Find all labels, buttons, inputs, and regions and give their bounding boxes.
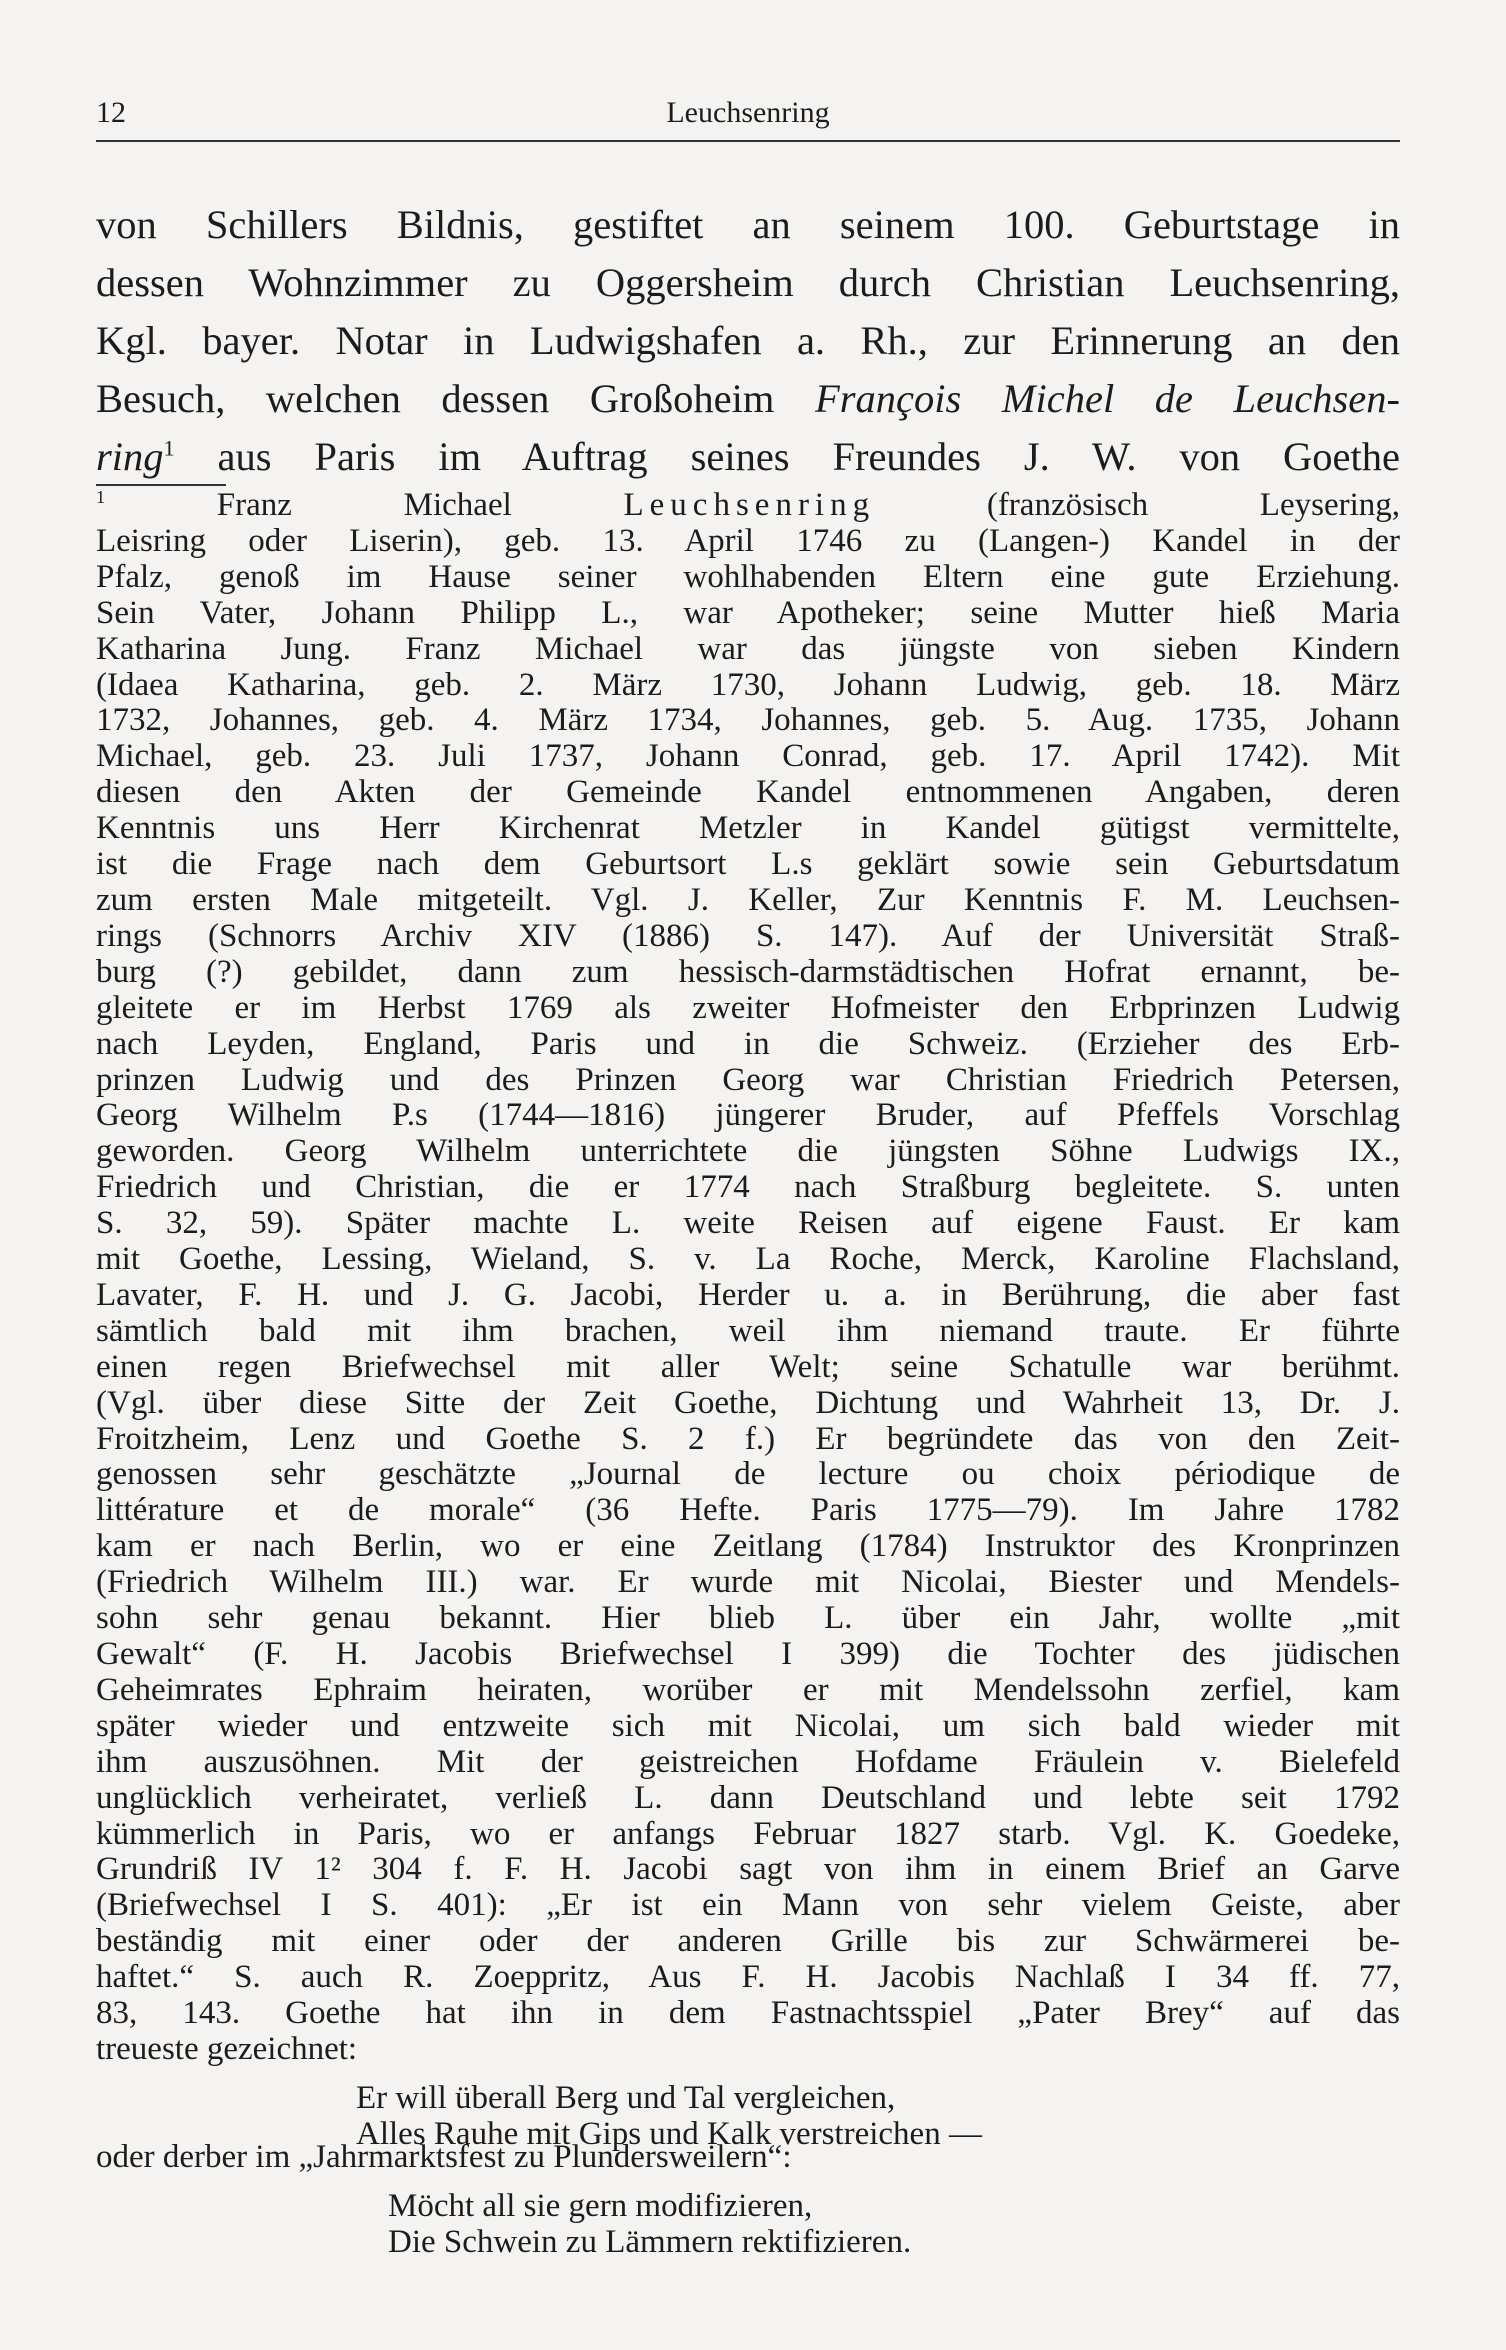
spaced-name: Leuchsenring [623, 487, 876, 523]
footnote-line: (Friedrich Wilhelm III.) war. Er wurde mit Nicolai, Biester und Mendels- [96, 1564, 1400, 1601]
footnote-line: (Vgl. über diese Sitte der Zeit Goethe, Dichtung und Wahrheit 13, Dr. J. [96, 1384, 1400, 1421]
footnote-line: littérature et de morale“ (36 Hefte. Paris 1775—79). Im Jahre 1782 [96, 1492, 1400, 1529]
text-line: von Schillers Bildnis, gestiftet an seinem 100. Geburtstage in [96, 202, 1400, 247]
footnote-line: geworden. Georg Wilhelm unterrichtete die jüngsten Söhne Ludwigs IX., [96, 1133, 1400, 1170]
verse-line: Die Schwein zu Lämmern rektifizieren. [388, 2223, 912, 2260]
footnote-line: 83, 143. Goethe hat ihn in dem Fastnachtsspiel „Pater Brey“ auf das [96, 1995, 1400, 2032]
footnote-line: Kenntnis uns Herr Kirchenrat Metzler in Kandel gütigst vermittelte, [96, 810, 1400, 847]
footnote-line: einen regen Briefwechsel mit aller Welt; seine Schatulle war berühmt. [96, 1348, 1400, 1385]
footnote-line: 1732, Johannes, geb. 4. März 1734, Johannes, geb. 5. Aug. 1735, Johann [96, 702, 1400, 739]
footnote-line: diesen den Akten der Gemeinde Kandel entnommenen Angaben, deren [96, 774, 1400, 811]
footnote-line: gleitete er im Herbst 1769 als zweiter Hofmeister den Erbprinzen Ludwig [96, 989, 1400, 1026]
footnote-line: Michael, geb. 23. Juli 1737, Johann Conrad, geb. 17. April 1742). Mit [96, 738, 1400, 775]
italic-name: François Michel de Leuchsen- [814, 376, 1401, 421]
footnote-line: Geheimrates Ephraim heiraten, worüber er mit Mendelssohn zerfiel, kam [96, 1671, 1400, 1708]
footnote [96, 488, 1400, 2176]
footnote-line: rings (Schnorrs Archiv XIV (1886) S. 147). Auf der Universität Straß- [96, 917, 1400, 954]
footnote-line: ihm auszusöhnen. Mit der geistreichen Hofdame Fräulein v. Bielefeld [96, 1743, 1400, 1780]
footnote-line: prinzen Ludwig und des Prinzen Georg war Christian Friedrich Petersen, [96, 1061, 1400, 1098]
running-title: Leuchsenring [666, 96, 830, 129]
page-number: 12 [96, 96, 126, 129]
footnote-line: haftet.“ S. auch R. Zoeppritz, Aus F. H. Jacobis Nachlaß I 34 ff. 77, [96, 1959, 1400, 1996]
verse-line: Möcht all sie gern modifizieren, [388, 2188, 813, 2224]
text-fragment: Franz Michael [216, 487, 624, 523]
text-fragment: (französisch Leysering, [875, 487, 1401, 523]
footnote-line: später wieder und entzweite sich mit Nicolai, um sich bald wieder mit [96, 1707, 1400, 1744]
footnote-line: burg (?) gebildet, dann zum hessisch-darmstädtischen Hofrat ernannt, be- [96, 953, 1400, 990]
footnote-line: sämtlich bald mit ihm brachen, weil ihm niemand traute. Er führte [96, 1312, 1400, 1349]
footnote-line: beständig mit einer oder der anderen Grille bis zur Schwärmerei be- [96, 1923, 1400, 1960]
text-fragment: Besuch, welchen dessen Großoheim [96, 376, 815, 421]
footnote-line: (Idaea Katharina, geb. 2. März 1730, Johann Ludwig, geb. 18. März [96, 666, 1400, 703]
footnote-line: Sein Vater, Johann Philipp L., war Apotheker; seine Mutter hieß Maria [96, 594, 1400, 631]
footnote-line: unglücklich verheiratet, verließ L. dann Deutschland und lebte seit 1792 [96, 1779, 1400, 1816]
page-header [96, 92, 1400, 142]
footnote-line: genossen sehr geschätzte „Journal de lecture ou choix périodique de [96, 1456, 1400, 1493]
verse-quote [356, 2081, 982, 2153]
verse-line: Er will überall Berg und Tal vergleichen, [356, 2080, 896, 2116]
footnote-line: Georg Wilhelm P.s (1744—1816) jüngerer Bruder, auf Pfeffels Vorschlag [96, 1097, 1400, 1134]
footnote-line: kam er nach Berlin, wo er eine Zeitlang (1784) Instruktor des Kronprinzen [96, 1528, 1400, 1565]
footnote-marker: 1 [96, 487, 106, 507]
footnote-line: Katharina Jung. Franz Michael war das jüngste von sieben Kindern [96, 630, 1400, 667]
footnote-line: Gewalt“ (F. H. Jacobis Briefwechsel I 399) die Tochter des jüdischen [96, 1636, 1400, 1672]
footnote-line: zum ersten Male mitgeteilt. Vgl. J. Keller, Zur Kenntnis F. M. Leuchsen- [96, 881, 1400, 918]
footnote-line [96, 488, 1400, 524]
footnote-line: treueste gezeichnet: [96, 2030, 358, 2067]
footnote-line: Lavater, F. H. und J. G. Jacobi, Herder u. a. in Berührung, die aber fast [96, 1276, 1400, 1313]
footnote-line: Froitzheim, Lenz und Goethe S. 2 f.) Er begründete das von den Zeit- [96, 1420, 1400, 1457]
footnote-line: ist die Frage nach dem Geburtsort L.s geklärt sowie sein Geburtsdatum [96, 846, 1400, 883]
footnote-line: Friedrich und Christian, die er 1774 nach Straßburg begleitete. S. unten [96, 1169, 1400, 1206]
footnote-line: nach Leyden, England, Paris und in die Schweiz. (Erzieher des Erb- [96, 1025, 1400, 1062]
text-fragment: aus Paris im Auftrag seines Freundes J. W. von Goethe [174, 434, 1400, 479]
italic-name: ring [96, 434, 164, 479]
text-line [96, 370, 1400, 428]
text-line: Kgl. bayer. Notar in Ludwigshafen a. Rh., zur Erinnerung an den [96, 318, 1400, 363]
footnote-line: mit Goethe, Lessing, Wieland, S. v. La Roche, Merck, Karoline Flachsland, [96, 1241, 1400, 1278]
footnote-rule [96, 484, 226, 486]
verse-line: Alles Rauhe mit Gips und Kalk verstreichen — [356, 2115, 982, 2152]
footnote-line: S. 32, 59). Später machte L. weite Reisen auf eigene Faust. Er kam [96, 1205, 1400, 1242]
footnote-line: Pfalz, genoß im Hause seiner wohlhabenden Eltern eine gute Erziehung. [96, 558, 1400, 595]
footnote-line: Grundriß IV 1² 304 f. F. H. Jacobi sagt von ihm in einem Brief an Garve [96, 1851, 1400, 1888]
footnote-line: sohn sehr genau bekannt. Hier blieb L. über ein Jahr, wollte „mit [96, 1600, 1400, 1637]
main-text [96, 196, 1400, 486]
verse-quote [388, 2189, 911, 2261]
footnote-reference: 1 [163, 435, 175, 461]
text-line: dessen Wohnzimmer zu Oggersheim durch Christian Leuchsenring, [96, 260, 1400, 305]
footnote-line: oder derber im „Jahrmarktsfest zu Plundersweilern“: [96, 2138, 792, 2175]
footnote-line: kümmerlich in Paris, wo er anfangs Februar 1827 starb. Vgl. K. Goedeke, [96, 1815, 1400, 1852]
footnote-line: (Briefwechsel I S. 401): „Er ist ein Mann von sehr vielem Geiste, aber [96, 1887, 1400, 1924]
text-line [96, 428, 1400, 486]
footnote-line: Leisring oder Liserin), geb. 13. April 1746 zu (Langen-) Kandel in der [96, 522, 1400, 559]
